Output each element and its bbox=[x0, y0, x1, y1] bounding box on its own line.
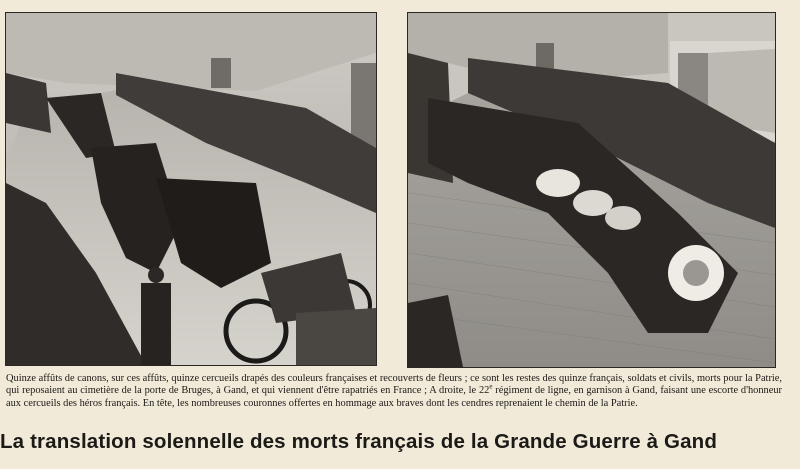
page-headline: La translation solennelle des morts français de la Grande Guerre à Gand bbox=[0, 430, 717, 453]
photo-caption bbox=[6, 373, 782, 410]
caption-text-part2: régiment de ligne, en garnison à Gand, faisant une escorte d'honneur aux cercueils des héros français. En tête, les nombreuses couronnes offertes en hommage aux braves dont les cendres reprenaient le chemin de la Patrie. bbox=[6, 385, 782, 409]
photo-wreath-escort bbox=[407, 12, 776, 368]
caption-ordinal-number: 22 bbox=[478, 385, 490, 397]
photo-cannon-procession bbox=[5, 12, 377, 366]
funeral-procession-cannons-photo bbox=[6, 13, 376, 365]
caption-ordinal-suffix: e bbox=[489, 382, 493, 391]
soldiers-wreaths-procession-photo bbox=[408, 13, 775, 367]
caption-text-part1: Quinze affûts de canons, sur ces affûts, quinze cercueils drapés des couleurs françaises et recouverts de fleurs ; ce sont les restes des quinze français, soldats et civils, morts pour la Patrie, qui reposaient au cimetière de la porte de Bruges, à Gand, et qui viennent d'être rapatriés en France ; A droite, le bbox=[6, 373, 782, 397]
